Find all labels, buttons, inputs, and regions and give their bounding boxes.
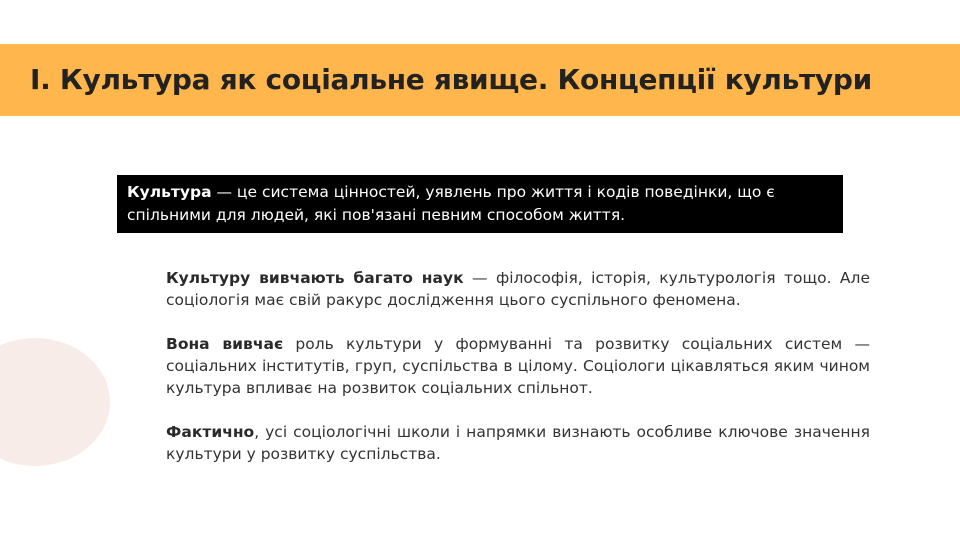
title-band <box>0 44 960 116</box>
decorative-blob <box>0 338 110 466</box>
definition-term: Культура <box>127 183 212 201</box>
paragraph-role-lead: Вона вивчає <box>166 335 284 353</box>
paragraph-role <box>166 333 870 399</box>
paragraph-fact <box>166 421 870 465</box>
definition-text: — це система цінностей, уявлень про життя і кодів поведінки, що є спільними для людей, які пов'язані певним способом життя. <box>127 183 775 224</box>
paragraph-fact-text: , усі соціологічні школи і напрямки визнають особливе ключове значення культури у розвитку суспільства. <box>166 423 870 463</box>
paragraph-sciences-lead: Культуру вивчають багато наук <box>166 269 464 287</box>
paragraph-fact-lead: Фактично <box>166 423 255 441</box>
slide-title: I. Культура як соціальне явище. Концепції культури <box>30 63 872 96</box>
paragraph-sciences-text: — філософія, історія, культурологія тощо. Але соціологія має свій ракурс дослідження цього суспільного феномена. <box>166 269 870 309</box>
definition-box <box>117 175 843 233</box>
body-text <box>166 267 870 487</box>
paragraph-role-text: роль культури у формуванні та розвитку соціальних систем — соціальних інститутів, груп, суспільства в цілому. Соціологи цікавляться яким чином культура впливає на розвиток соціальних спільнот. <box>166 335 870 397</box>
paragraph-sciences <box>166 267 870 311</box>
